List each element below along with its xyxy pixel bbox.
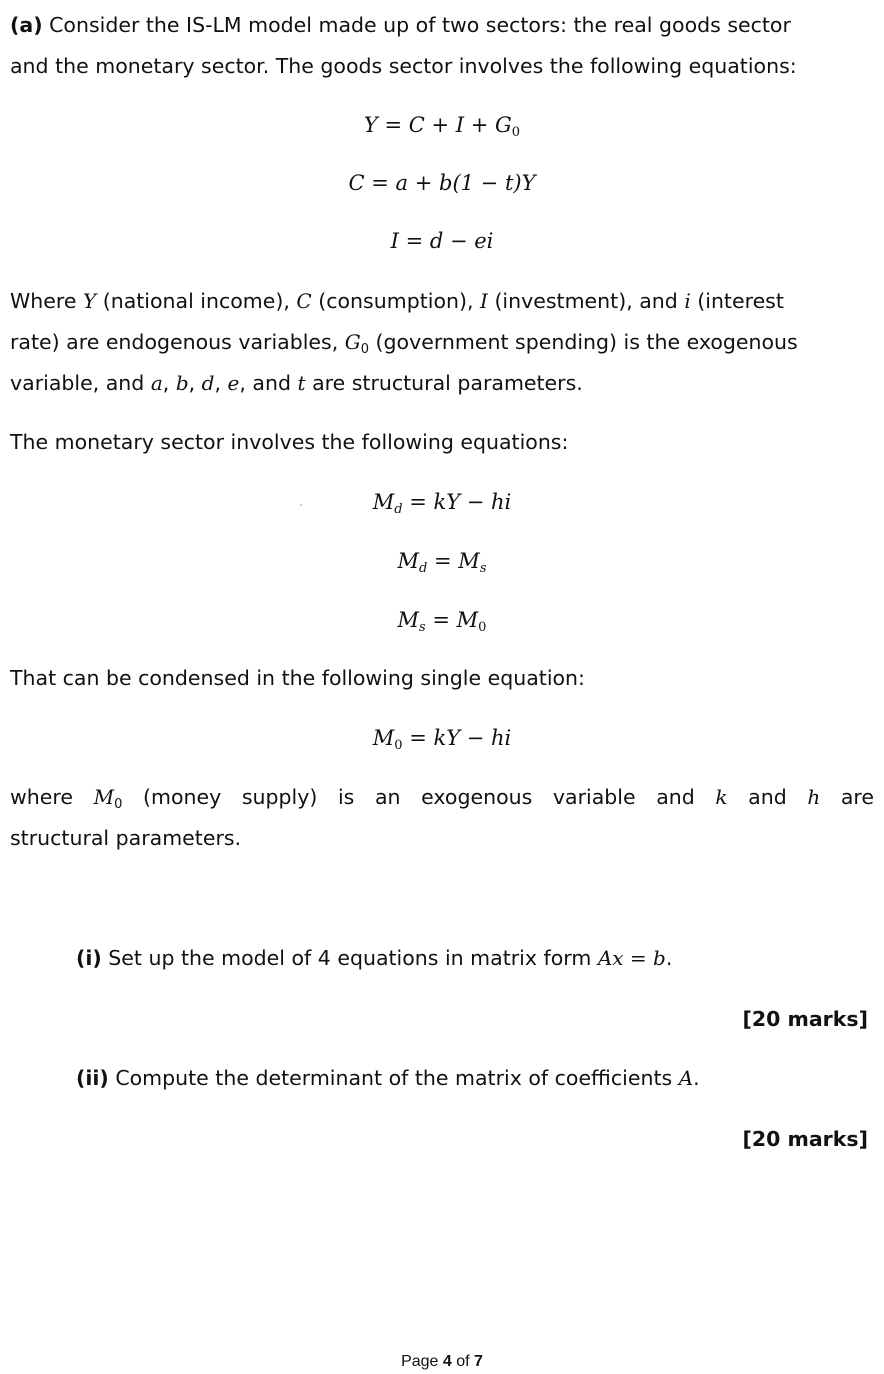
- equation-investment: I = d − ei: [390, 229, 494, 253]
- equation-money-equilibrium: $M_d = M_s$: [397, 549, 487, 576]
- condensed-intro: That can be condensed in the following single equation:: [10, 666, 585, 690]
- page-number: Page 4 of 7: [401, 1353, 483, 1370]
- money-line-1: where $M_0$ (money supply) is an exogenous variable and k and h are: [10, 785, 875, 812]
- part-a-label: (a): [10, 13, 43, 37]
- question-i-marks: [20 marks]: [742, 1007, 868, 1031]
- equation-consumption: C = a + b(1 − t)Y: [348, 171, 536, 195]
- money-line-2: structural parameters.: [10, 826, 242, 850]
- question-ii: (ii) Compute the determinant of the matrix of coefficients A.: [76, 1066, 700, 1090]
- question-ii-marks: [20 marks]: [742, 1127, 868, 1151]
- question-ii-label: (ii): [76, 1066, 109, 1090]
- where-line-2: rate) are endogenous variables, $G_0$ (government spending) is the exogenous: [10, 330, 798, 357]
- equation-condensed: $M_0$ = kY − hi: [372, 726, 512, 753]
- intro-line-2: and the monetary sector. The goods sector involves the following equations:: [10, 54, 797, 78]
- monetary-intro: The monetary sector involves the following equations:: [10, 430, 569, 454]
- equation-money-supply: $M_s = M_0$: [397, 608, 487, 635]
- where-line-3: variable, and a, b, d, e, and t are structural parameters.: [10, 371, 583, 395]
- equation-income: $Y = C + I + G_0$: [363, 113, 521, 140]
- question-i: (i) Set up the model of 4 equations in matrix form Ax = b.: [76, 946, 673, 970]
- equation-money-demand: $M_d$ = kY − hi: [372, 490, 512, 517]
- question-i-label: (i): [76, 946, 102, 970]
- intro-line-1: (a) Consider the IS-LM model made up of two sectors: the real goods sector: [10, 13, 791, 37]
- where-line-1: Where Y (national income), C (consumption), I (investment), and i (interest: [10, 289, 784, 313]
